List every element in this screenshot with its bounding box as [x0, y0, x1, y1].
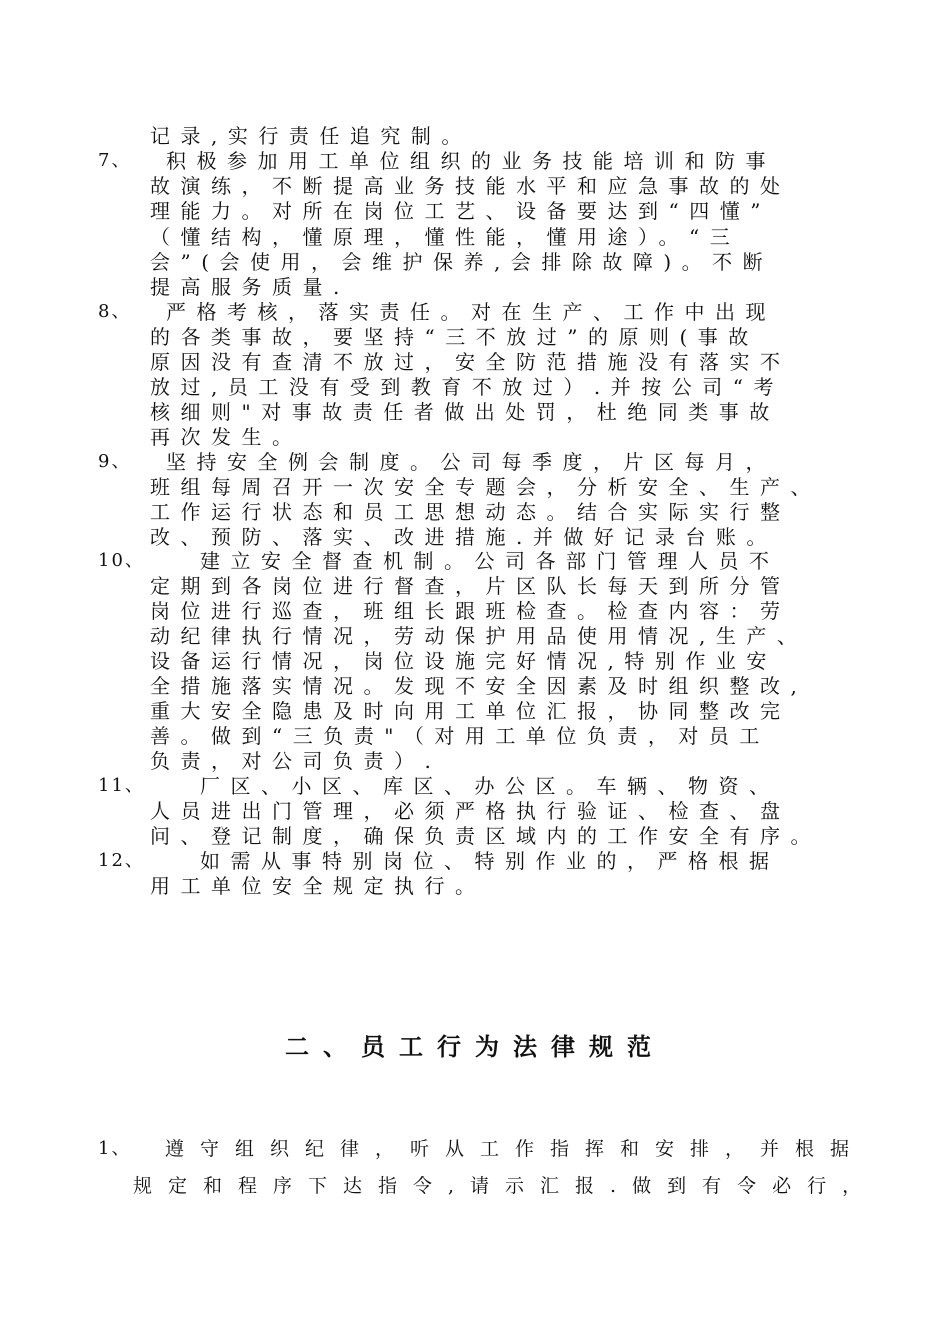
item-line: 设备运行情况，岗位设施完好情况,特别作业安 — [150, 649, 777, 673]
item-line: 规定和程序下达指令,请示汇报.做到有令必行， — [133, 1175, 878, 1197]
item-line: 全措施落实情况。发现不安全因素及时组织整改, — [150, 674, 808, 698]
item-line: 放过,员工没有受到教育不放过）.并按公司“考 — [150, 375, 784, 399]
item-number: 10、 — [98, 550, 145, 571]
item-line: 用工单位安全规定执行。 — [150, 874, 486, 898]
item-number: 7、 — [98, 150, 132, 171]
item-line: 如需从事特别岗位、特别作业的，严格根据 — [200, 849, 780, 873]
item-number: 11、 — [98, 775, 145, 796]
item-line: 核细则"对事故责任者做出处罚，杜绝同类事故 — [150, 400, 780, 424]
item-line: 定期到各岗位进行督查，片区队长每天到所分管 — [150, 574, 791, 598]
item-line: 问、登记制度，确保负责区域内的工作安全有序。 — [150, 824, 821, 848]
item-line: 理能力。对所在岗位工艺、设备要达到“四懂” — [150, 199, 771, 223]
section-heading: 二、员工行为法律规范 — [285, 1033, 665, 1061]
item-number: 1、 — [98, 1138, 132, 1159]
item-line: 负责，对公司负责）. — [150, 749, 442, 773]
item-line: 改、预防、落实、改进措施.并做好记录台账。 — [150, 525, 777, 549]
item-line: 会”(会使用，会维护保养,会排除故障)。不断 — [150, 250, 774, 274]
item-line: （懂结构，懂原理，懂性能，懂用途）。“三 — [150, 225, 741, 249]
item-line: 积极参加用工单位组织的业务技能培训和防事 — [166, 149, 776, 173]
item-line: 人员进出门管理，必须严格执行验证、检查、盘 — [150, 799, 791, 823]
item-line: 岗位进行巡查，班组长跟班检查。检查内容：劳 — [150, 599, 791, 623]
item-number: 8、 — [98, 301, 132, 322]
item-number: 12、 — [98, 850, 145, 871]
item-line: 动纪律执行情况，劳动保护用品使用情况,生产、 — [150, 624, 808, 648]
continuation-line: 记录,实行责任追究制。 — [150, 124, 472, 148]
item-line: 严格考核，落实责任。对在生产、工作中出现 — [166, 300, 776, 324]
item-line: 提高服务质量. — [150, 275, 350, 299]
item-line: 厂区、小区、库区、办公区。车辆、物资、 — [200, 774, 780, 798]
item-line: 原因没有查清不放过，安全防范措施没有落实不 — [150, 350, 791, 374]
item-line: 班组每周召开一次安全专题会，分析安全、生产、 — [150, 475, 821, 499]
item-line: 坚持安全例会制度。公司每季度，片区每月， — [166, 450, 776, 474]
item-line: 重大安全隐患及时向用工单位汇报，协同整改完 — [150, 699, 791, 723]
item-line: 再次发生。 — [150, 425, 303, 449]
item-line: 的各类事故，要坚持“三不放过”的原则(事故 — [150, 325, 759, 349]
item-line: 建立安全督查机制。公司各部门管理人员不 — [200, 549, 780, 573]
item-line: 遵守组织纪律，听从工作指挥和安排，并根据 — [165, 1138, 866, 1160]
item-line: 工作运行状态和员工思想动态。结合实际实行整 — [150, 500, 791, 524]
item-number: 9、 — [98, 451, 132, 472]
item-line: 善。做到“三负责"（对用工单位负责，对员工 — [150, 724, 770, 748]
item-line: 故演练，不断提高业务技能水平和应急事故的处 — [150, 174, 791, 198]
